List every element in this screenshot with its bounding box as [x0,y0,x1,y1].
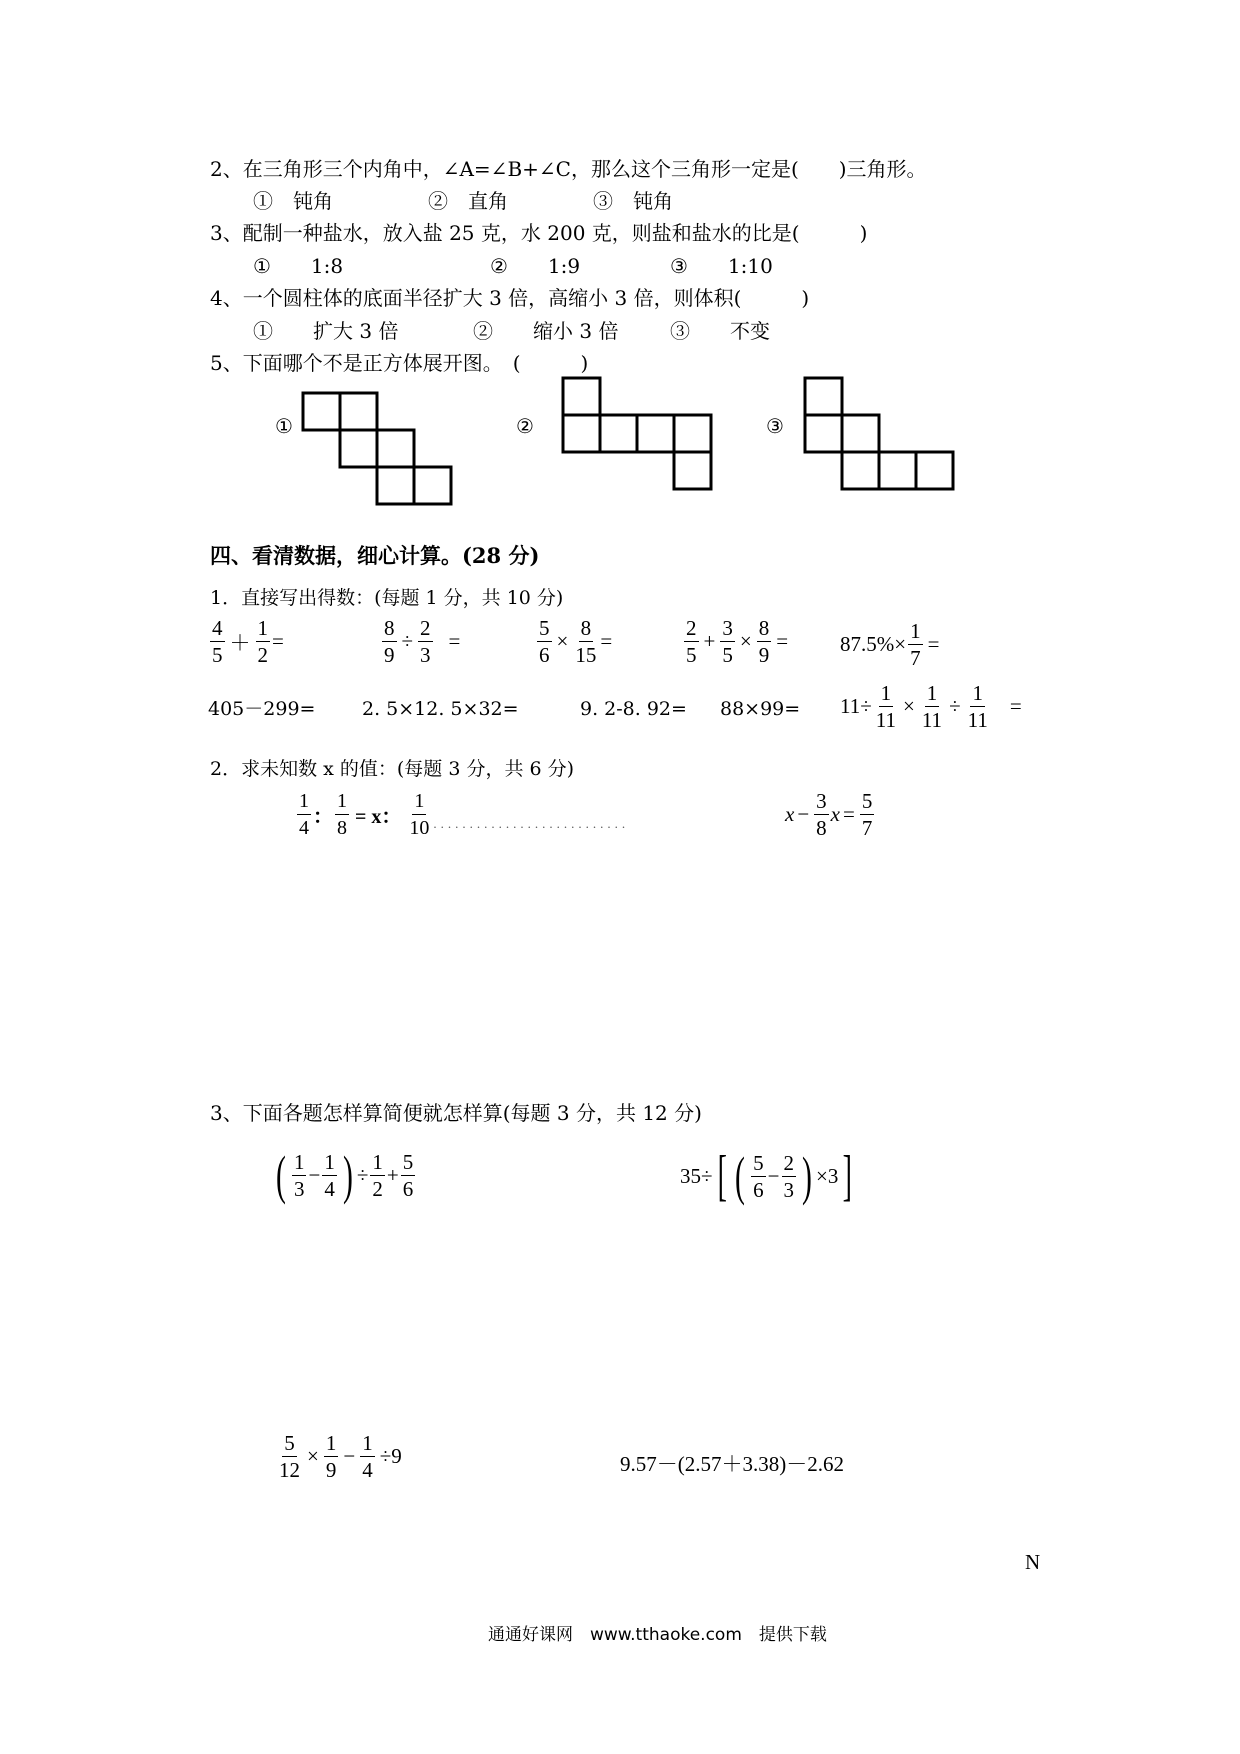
fraction: $\frac{2}{3}$ [420,616,431,667]
net-label-2: ② [516,414,534,438]
question-3-option-3: ③ 1:10 [670,254,773,278]
simplify-3: $\frac{5}{12}$ × $\frac{1}{9}$ − $\frac{1}{4}$ ÷9 [279,1431,402,1482]
calc-8: 9. 2-8. 92= [580,698,687,720]
fraction: $\frac{4}{5}$ [212,616,223,667]
fraction: $\frac{3}{5}$ [722,616,733,667]
fraction: $\frac{8}{9}$ [384,616,395,667]
calc-5: 87.5%× $\frac{1}{7}$ = [840,619,940,670]
fraction: $\frac{1}{2}$ [257,616,268,667]
question-4-option-2: ② 缩小 3 倍 [473,319,619,343]
question-2-option-1: ① 钝角 [253,189,333,213]
net2-square [674,415,711,452]
question-5-stem: 5、下面哪个不是正方体展开图。 ( ) [210,351,589,375]
cube-net-1 [300,390,460,510]
fraction: $\frac{5}{6}$ [402,1149,414,1201]
calc-3: $\frac{5}{6}$ × $\frac{8}{15}$ = [539,616,613,667]
net2-square [563,415,600,452]
fraction: $\frac{8}{9}$ [758,616,770,667]
cube-net-2 [560,375,720,495]
net1-square [377,430,414,467]
calc-1: $\frac{4}{5}$ ＋ $\frac{1}{2}$ = [212,616,284,667]
net2-square [563,378,600,415]
fraction: $\frac{5}{6}$ [753,1150,764,1202]
fraction: $\frac{8}{15}$ [575,616,597,667]
cube-net-3 [802,375,962,495]
fraction: $\frac{1}{3}$ [293,1149,305,1201]
fraction: $\frac{5}{7}$ [861,789,873,840]
fraction: $\frac{1}{4}$ [299,790,309,839]
fraction: $\frac{1}{8}$ [337,790,347,839]
net-label-3: ③ [766,414,784,438]
question-2-option-3: ③ 钝角 [593,189,673,213]
calc-6: 405－299= [208,698,316,720]
fraction: $\frac{2}{3}$ [783,1150,795,1202]
fraction: $\frac{1}{9}$ [325,1431,337,1482]
footer-text: 通通好课网 www.tthaoke.com 提供下载 [488,1625,827,1645]
fraction: $\frac{1}{11}$ [967,681,988,732]
net3-square [805,415,842,452]
question-2-option-2: ② 直角 [428,189,508,213]
net-label-1: ① [275,414,293,438]
net1-square [340,393,377,430]
question-3-stem: 3、配制一种盐水，放入盐 25 克，水 200 克，则盐和盐水的比是( ) [210,221,868,245]
fraction: $\frac{1}{11}$ [875,681,896,732]
fraction: $\frac{1}{7}$ [910,619,921,670]
fraction: $\frac{1}{2}$ [372,1149,383,1201]
calc-9: 88×99= [720,698,801,720]
net1-square [377,467,414,504]
question-4-option-1: ① 扩大 3 倍 [253,319,399,343]
fraction: $\frac{1}{10}$ [409,790,430,839]
equation-2: x − $\frac{3}{8}$ x = $\frac{5}{7}$ [785,789,873,840]
fraction: $\frac{1}{4}$ [362,1431,373,1482]
net3-square [805,378,842,415]
simplify-2: 35÷ [ ( $\frac{5}{6}$ − $\frac{2}{3}$ ) ×3 ] [680,1145,853,1207]
part-3-title: 3、下面各题怎样算简便就怎样算(每题 3 分，共 12 分) [210,1101,702,1125]
question-4-stem: 4、一个圆柱体的底面半径扩大 3 倍，高缩小 3 倍，则体积( ) [210,286,810,310]
calc-7: 2. 5×12. 5×32= [362,698,519,720]
simplify-4: 9.57－(2.57＋3.38)－2.62 [620,1452,844,1476]
calc-2: $\frac{8}{9}$ ÷ $\frac{2}{3}$ = [384,616,461,667]
net1-square [340,430,377,467]
net1-square [414,467,451,504]
fraction: $\frac{5}{12}$ [279,1431,300,1482]
net3-square [842,415,879,452]
question-4-option-3: ③ 不变 [670,319,770,343]
net2-square [600,415,637,452]
net3-square [916,452,953,489]
fraction: $\frac{3}{8}$ [816,789,827,840]
fraction: $\frac{1}{4}$ [324,1149,335,1201]
calc-4: $\frac{2}{5}$ + $\frac{3}{5}$ × $\frac{8}{9}$ = [686,616,789,667]
fraction: $\frac{2}{5}$ [686,616,697,667]
net3-square [842,452,879,489]
page-mark: N [1025,1550,1041,1574]
question-2-stem: 2、在三角形三个内角中，∠A=∠B+∠C，那么这个三角形一定是( )三角形。 [210,157,927,181]
fraction: $\frac{1}{11}$ [921,681,943,732]
question-3-option-2: ② 1:9 [490,254,581,278]
net3-square [879,452,916,489]
net1-square [303,393,340,430]
part-1-title: 1．直接写出得数：(每题 1 分，共 10 分) [210,587,564,609]
net2-square [637,415,674,452]
simplify-1: ( $\frac{1}{3}$ − $\frac{1}{4}$ ) ÷ $\frac{1}{2}$ + $\frac{5}{6}$ [276,1145,414,1205]
calc-10: 11÷ $\frac{1}{11}$ × $\frac{1}{11}$ ÷ $\frac{1}{11}$ = [840,681,1022,732]
question-3-option-1: ① 1:8 [253,254,344,278]
equation-1: $\frac{1}{4}$ ： $\frac{1}{8}$ = x： $\frac{1}{10}$ ........................... [299,790,630,839]
net2-square [674,452,711,489]
part-2-title: 2．求未知数 x 的值：(每题 3 分，共 6 分) [210,758,575,780]
section-4-heading: 四、看清数据，细心计算。(28 分) [210,543,540,568]
fraction: $\frac{5}{6}$ [539,616,550,667]
